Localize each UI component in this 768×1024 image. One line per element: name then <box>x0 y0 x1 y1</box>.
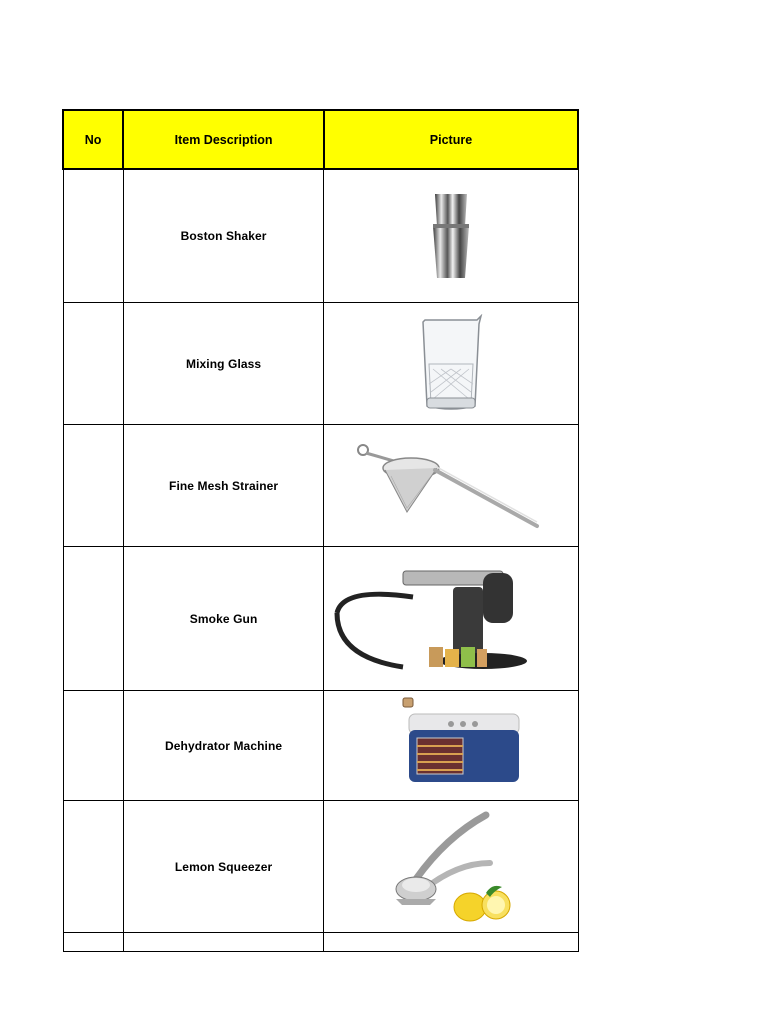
cell-picture <box>324 933 578 952</box>
cell-no <box>63 801 123 933</box>
smoke-gun-image <box>333 557 569 681</box>
cell-picture <box>324 691 578 801</box>
cell-description: Mixing Glass <box>123 303 324 425</box>
lemon-squeezer-image <box>386 807 516 927</box>
header-item-description: Item Description <box>123 110 324 169</box>
table-row <box>63 547 578 691</box>
cell-description: Fine Mesh Strainer <box>123 425 324 547</box>
boston-shaker-image <box>421 190 481 282</box>
table-row <box>63 169 578 303</box>
table-header-row <box>63 110 578 169</box>
cell-description: Dehydrator Machine <box>123 691 324 801</box>
table-row <box>63 425 578 547</box>
cell-description: Smoke Gun <box>123 547 324 691</box>
cell-picture <box>324 425 578 547</box>
cell-description <box>123 933 324 952</box>
cell-no <box>63 169 123 303</box>
cell-picture <box>324 303 578 425</box>
mixing-glass-image <box>411 314 491 414</box>
table-row <box>63 691 578 801</box>
cell-no <box>63 547 123 691</box>
cell-no <box>63 691 123 801</box>
header-picture: Picture <box>324 110 578 169</box>
cell-picture <box>324 169 578 303</box>
equipment-table <box>62 109 579 952</box>
cell-no <box>63 425 123 547</box>
cell-picture <box>324 547 578 691</box>
header-no: No <box>63 110 123 169</box>
fine-mesh-strainer-image <box>351 436 551 536</box>
cell-no <box>63 933 123 952</box>
cell-description: Lemon Squeezer <box>123 801 324 933</box>
cell-description: Boston Shaker <box>123 169 324 303</box>
cell-no <box>63 303 123 425</box>
table-row <box>63 303 578 425</box>
cell-picture <box>324 801 578 933</box>
table-row <box>63 801 578 933</box>
dehydrator-machine-image <box>351 696 551 796</box>
table-row <box>63 933 578 952</box>
